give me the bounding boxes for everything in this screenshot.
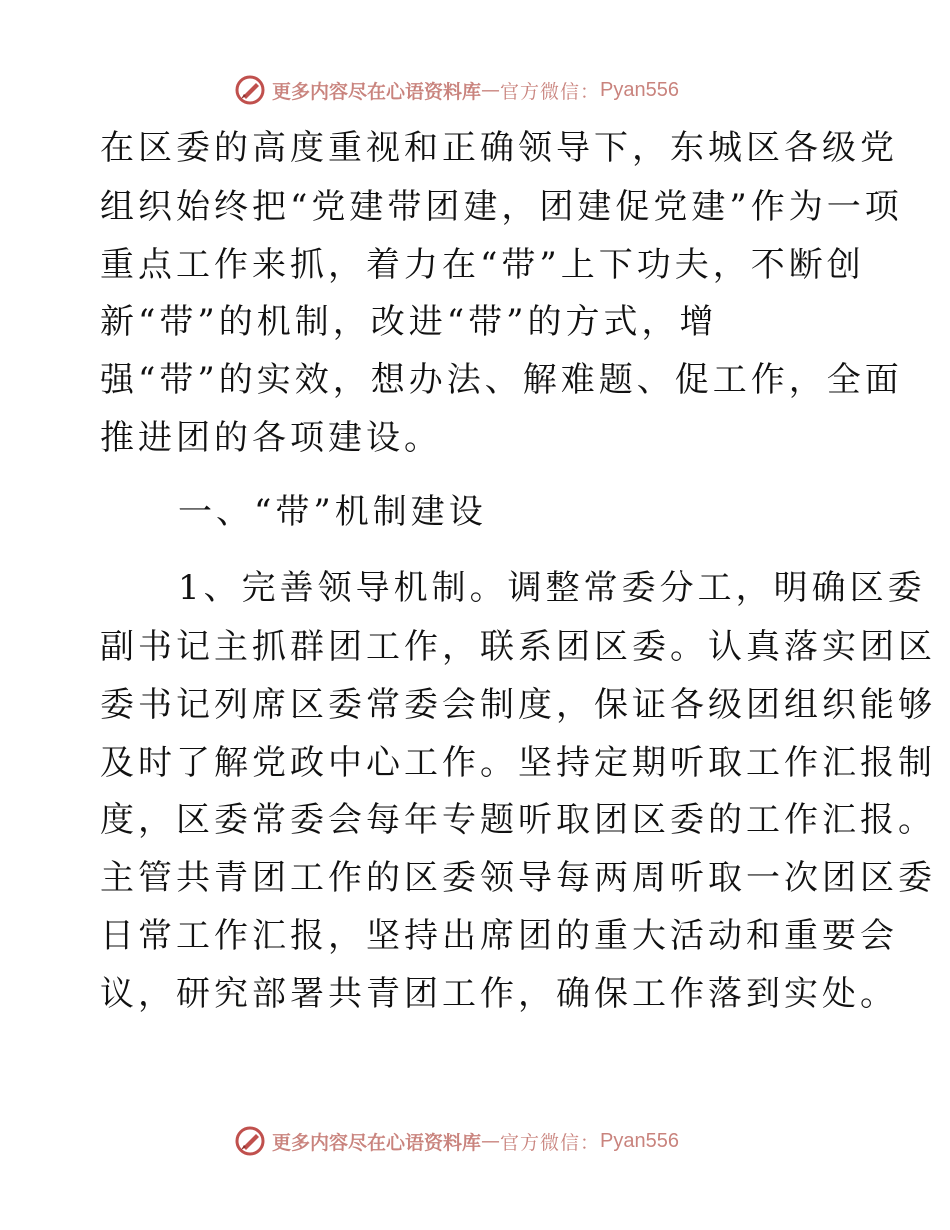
banner-main-text: 更多内容尽在心语资料库 bbox=[272, 1131, 482, 1154]
paragraph-line-12: 度，区委常委会每年专题听取团区委的工作汇报。 bbox=[100, 800, 936, 840]
section-heading: 一、“带”机制建设 bbox=[178, 492, 487, 532]
paragraph-line-4: 新“带”的机制，改进“带”的方式，增 bbox=[100, 302, 718, 342]
paragraph-line-14: 日常工作汇报，坚持出席团的重大活动和重要会 bbox=[100, 916, 898, 956]
paragraph-line-1: 在区委的高度重视和正确领导下，东城区各级党 bbox=[100, 128, 898, 168]
paragraph-line-8: 1、完善领导机制。调整常委分工，明确区委 bbox=[178, 568, 926, 608]
banner-wechat-label: 官方微信： bbox=[500, 1131, 601, 1154]
banner-dash: — bbox=[481, 1130, 501, 1152]
banner-main-text: 更多内容尽在心语资料库 bbox=[272, 80, 482, 103]
paragraph-line-13: 主管共青团工作的区委领导每两周听取一次团区委 bbox=[100, 858, 936, 898]
paragraph-line-15: 议，研究部署共青团工作，确保工作落到实处。 bbox=[100, 974, 898, 1014]
brand-logo-icon bbox=[234, 1125, 266, 1157]
paragraph-line-9: 副书记主抓群团工作，联系团区委。认真落实团区 bbox=[100, 627, 936, 667]
banner-wechat-id: Pyan556 bbox=[600, 1129, 679, 1152]
paragraph-line-5: 强“带”的实效，想办法、解难题、促工作，全面 bbox=[100, 360, 903, 400]
brand-logo-icon bbox=[234, 74, 266, 106]
paragraph-line-10: 委书记列席区委常委会制度，保证各级团组织能够 bbox=[100, 685, 936, 725]
paragraph-line-6: 推进团的各项建设。 bbox=[100, 418, 442, 458]
banner-wechat-label: 官方微信： bbox=[500, 80, 601, 103]
header-banner bbox=[234, 73, 679, 107]
banner-dash: — bbox=[481, 79, 501, 101]
banner-wechat-id: Pyan556 bbox=[600, 78, 679, 101]
paragraph-line-3: 重点工作来抓，着力在“带”上下功夫，不断创 bbox=[100, 245, 865, 285]
paragraph-line-2: 组织始终把“党建带团建，团建促党建”作为一项 bbox=[100, 187, 903, 227]
footer-banner bbox=[234, 1124, 679, 1158]
paragraph-line-11: 及时了解党政中心工作。坚持定期听取工作汇报制 bbox=[100, 743, 936, 783]
